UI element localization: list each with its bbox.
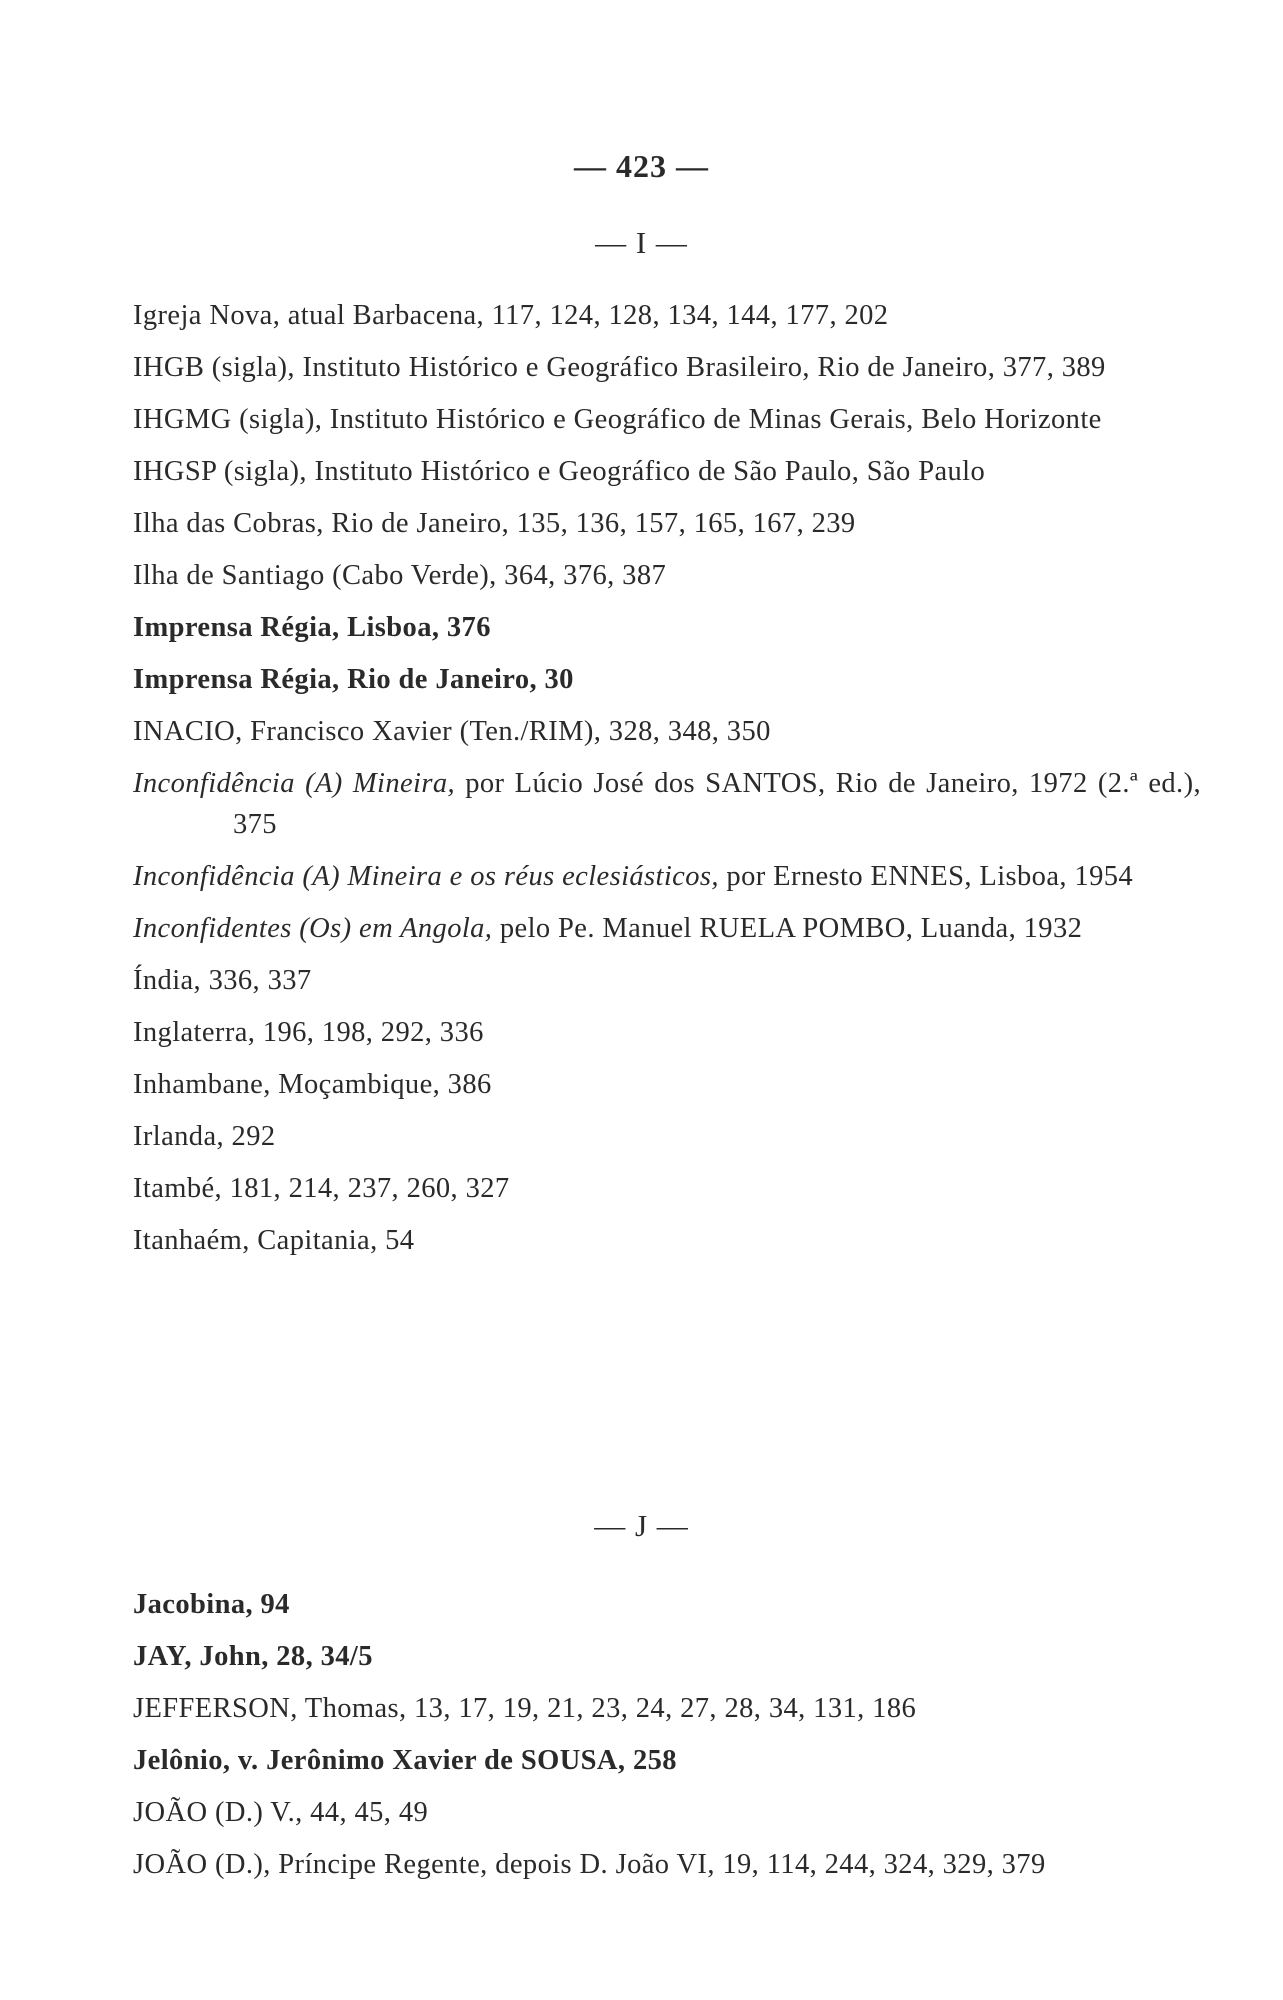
section-heading-j: — J — — [594, 1508, 689, 1543]
index-entry: JEFFERSON, Thomas, 13, 17, 19, 21, 23, 24, 27, 28, 34, 131, 186 — [133, 1693, 917, 1724]
page-number: — 423 — — [574, 148, 709, 184]
section-heading-i: — I — — [595, 225, 688, 260]
index-entry: Itambé, 181, 214, 237, 260, 327 — [133, 1173, 510, 1204]
index-entry: Igreja Nova, atual Barbacena, 117, 124, 128, 134, 144, 177, 202 — [133, 300, 889, 331]
index-entry-titled — [133, 856, 1201, 897]
index-entry: Irlanda, 292 — [133, 1121, 276, 1152]
index-entry: Jelônio, v. Jerônimo Xavier de SOUSA, 258 — [133, 1745, 677, 1776]
work-title: Inconfidentes (Os) em Angola, — [133, 913, 493, 944]
entry-details: por Lúcio José dos SANTOS, Rio de Janeiro, 1972 (2.ª ed.), 375 — [233, 768, 1201, 840]
work-title: Inconfidência (A) Mineira, — [133, 768, 456, 799]
index-entry: Inglaterra, 196, 198, 292, 336 — [133, 1017, 484, 1048]
index-entry: Imprensa Régia, Lisboa, 376 — [133, 612, 491, 643]
entry-details: pelo Pe. Manuel RUELA POMBO, Luanda, 1932 — [492, 913, 1083, 944]
work-title: Inconfidência (A) Mineira e os réus eclesiásticos, — [133, 861, 719, 892]
index-list-i — [133, 295, 1201, 1272]
index-entry: IHGMG (sigla), Instituto Histórico e Geográfico de Minas Gerais, Belo Horizonte — [133, 404, 1102, 435]
index-entry: Itanhaém, Capitania, 54 — [133, 1225, 415, 1256]
index-entry: Jacobina, 94 — [133, 1589, 290, 1620]
index-entry-titled — [133, 763, 1201, 845]
index-entry: JAY, John, 28, 34/5 — [133, 1641, 373, 1672]
index-entry: Imprensa Régia, Rio de Janeiro, 30 — [133, 664, 574, 695]
index-entry-titled — [133, 908, 1201, 949]
index-entry: JOÃO (D.), Príncipe Regente, depois D. João VI, 19, 114, 244, 324, 329, 379 — [133, 1849, 1046, 1880]
entry-details: por Ernesto ENNES, Lisboa, 1954 — [718, 861, 1134, 892]
index-entry: INACIO, Francisco Xavier (Ten./RIM), 328, 348, 350 — [133, 716, 771, 747]
index-entry: JOÃO (D.) V., 44, 45, 49 — [133, 1797, 429, 1828]
index-list-j — [133, 1584, 1201, 1896]
index-entry: Ilha das Cobras, Rio de Janeiro, 135, 136, 157, 165, 167, 239 — [133, 508, 856, 539]
index-entry: IHGSP (sigla), Instituto Histórico e Geográfico de São Paulo, São Paulo — [133, 456, 986, 487]
index-entry: Índia, 336, 337 — [133, 965, 312, 996]
index-entry: Inhambane, Moçambique, 386 — [133, 1069, 492, 1100]
index-entry: IHGB (sigla), Instituto Histórico e Geográfico Brasileiro, Rio de Janeiro, 377, 389 — [133, 352, 1106, 383]
index-entry: Ilha de Santiago (Cabo Verde), 364, 376, 387 — [133, 560, 667, 591]
